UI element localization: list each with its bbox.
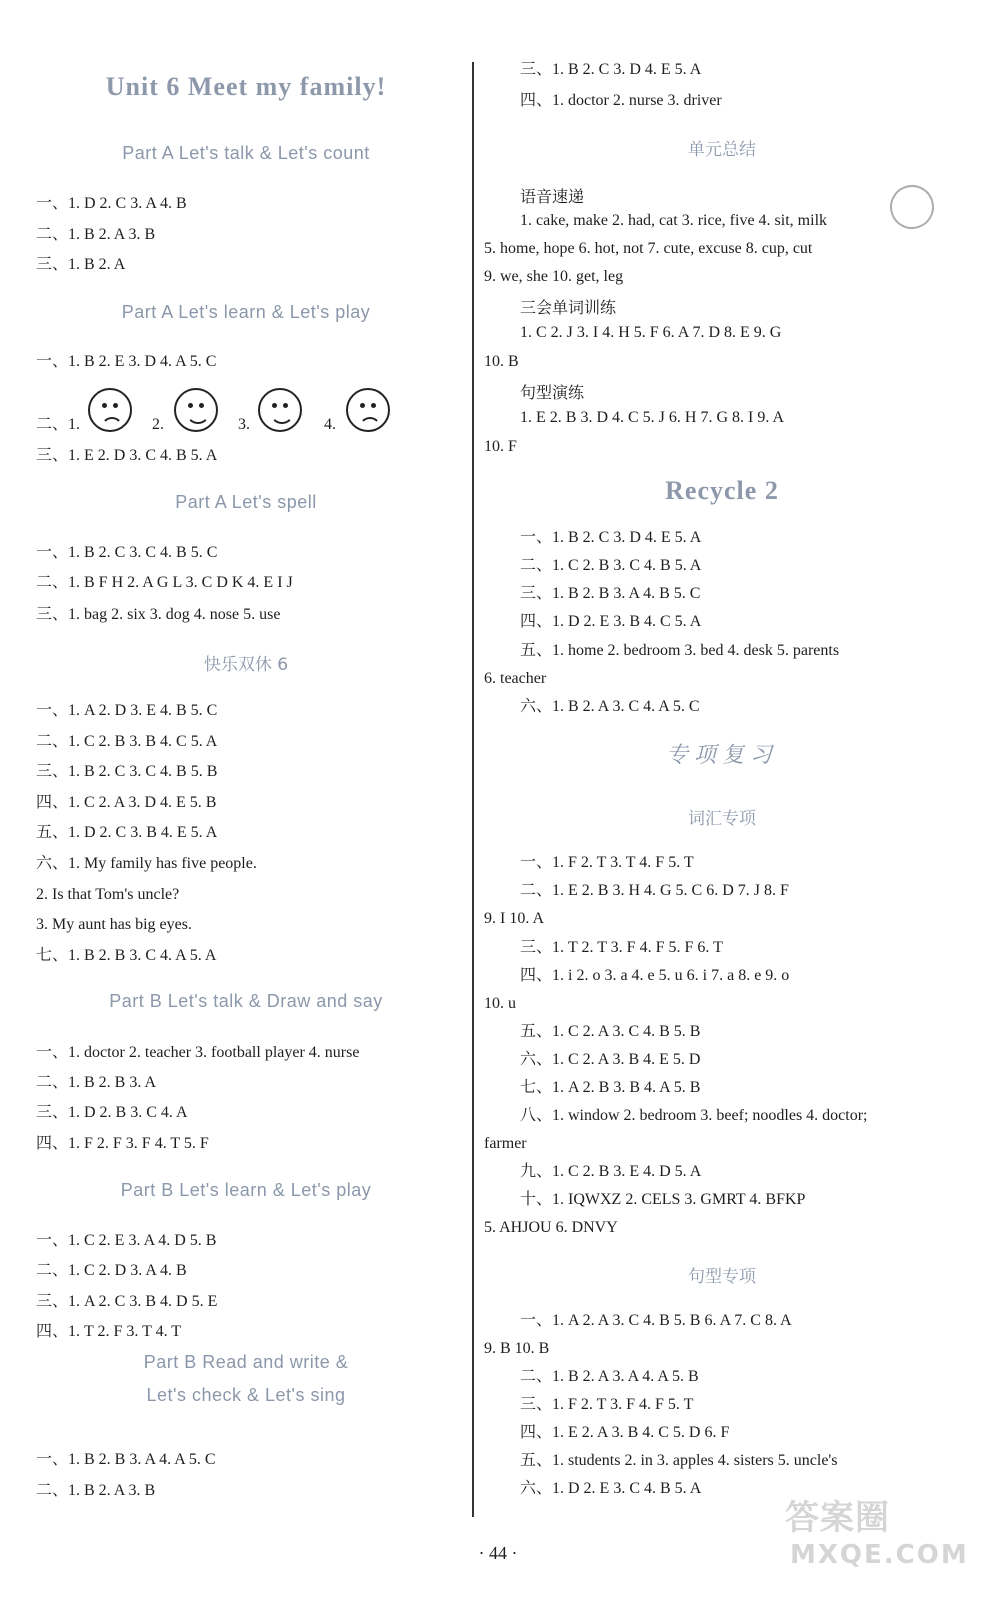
answer-line: 三、1. E 2. D 3. C 4. B 5. A — [36, 447, 218, 464]
answer-line: 六、1. My family has five people. — [36, 855, 257, 872]
watermark-logo: 答案圈 — [785, 1498, 890, 1538]
answer-line: 六、1. D 2. E 3. C 4. B 5. A — [520, 1480, 702, 1497]
face-label: 3. — [238, 416, 250, 433]
answer-line: 八、1. window 2. bedroom 3. beef; noodles 4. doctor; — [520, 1107, 868, 1124]
answer-line: 五、1. home 2. bedroom 3. bed 4. desk 5. parents — [520, 642, 840, 659]
answer-line: 十、1. IQWXZ 2. CELS 3. GMRT 4. BFKP — [520, 1191, 806, 1208]
answer-line: 5. home, hope 6. hot, not 7. cute, excuse 8. cup, cut — [484, 240, 813, 257]
face-label: 4. — [324, 416, 336, 433]
answer-line: 10. F — [484, 438, 517, 455]
answer-line: 四、1. i 2. o 3. a 4. e 5. u 6. i 7. a 8. e 9. o — [520, 967, 790, 984]
answer-line: 三、1. D 2. B 3. C 4. A — [36, 1104, 188, 1121]
answer-line: 三、1. F 2. T 3. F 4. F 5. T — [520, 1396, 694, 1413]
answer-line: 二、1. C 2. D 3. A 4. B — [36, 1262, 187, 1279]
answer-line: 二、1. B 2. A 3. B — [36, 226, 156, 243]
answer-line: 一、1. B 2. E 3. D 4. A 5. C — [36, 353, 217, 370]
answer-line: 二、1. B F H 2. A G L 3. C D K 4. E I J — [36, 574, 293, 591]
answer-line: 九、1. C 2. B 3. E 4. D 5. A — [520, 1163, 702, 1180]
answer-line: 9. we, she 10. get, leg — [484, 268, 624, 285]
answer-line: farmer — [484, 1135, 527, 1152]
answer-line: 四、1. T 2. F 3. T 4. T — [36, 1323, 182, 1340]
stamp-mark-icon — [884, 179, 940, 235]
unit-title: Unit 6 Meet my family! — [105, 72, 387, 101]
answer-line: 二、1. B 2. A 3. B — [36, 1482, 156, 1499]
answer-line: 10. B — [484, 353, 519, 370]
answer-line: 二、1. C 2. B 3. B 4. C 5. A — [36, 733, 218, 750]
answer-line: 二、1. C 2. B 3. C 4. B 5. A — [520, 557, 702, 574]
answer-line: 6. teacher — [484, 670, 547, 687]
face-label: 二、1. — [36, 416, 81, 433]
answer-line: 一、1. D 2. C 3. A 4. B — [36, 195, 187, 212]
answer-line: 七、1. B 2. B 3. C 4. A 5. A — [36, 947, 217, 964]
answer-line: 三、1. B 2. C 3. C 4. B 5. B — [36, 763, 218, 780]
section-title: Recycle 2 — [665, 476, 779, 505]
answer-line: 一、1. F 2. T 3. T 4. F 5. T — [520, 854, 694, 871]
sub-heading: 三会单词训练 — [520, 298, 617, 317]
section-title: 句型专项 — [688, 1267, 756, 1287]
answer-line: 一、1. B 2. B 3. A 4. A 5. C — [36, 1451, 216, 1468]
answer-line: 3. My aunt has big eyes. — [36, 916, 192, 933]
answer-line: 二、1. E 2. B 3. H 4. G 5. C 6. D 7. J 8. F — [520, 882, 789, 899]
answer-line: 三、1. T 2. T 3. F 4. F 5. F 6. T — [520, 939, 723, 956]
sad-face-icon — [88, 388, 132, 432]
answer-line: 1. cake, make 2. had, cat 3. rice, five 4. sit, milk — [520, 212, 828, 229]
happy-face-icon — [258, 388, 302, 432]
answer-line: 一、1. B 2. C 3. D 4. E 5. A — [520, 529, 702, 546]
page-number: · 44 · — [478, 1543, 518, 1563]
sub-heading: 语音速递 — [520, 187, 585, 206]
answer-line: 五、1. C 2. A 3. C 4. B 5. B — [520, 1023, 701, 1040]
answer-line: 一、1. C 2. E 3. A 4. D 5. B — [36, 1232, 217, 1249]
watermark-url: MXQE.COM — [790, 1540, 969, 1570]
answer-line: 五、1. D 2. C 3. B 4. E 5. A — [36, 824, 218, 841]
answer-line: 二、1. B 2. A 3. A 4. A 5. B — [520, 1368, 699, 1385]
answer-line: 一、1. B 2. C 3. C 4. B 5. C — [36, 544, 218, 561]
section-title: Part B Read and write & — [143, 1352, 349, 1372]
column-divider — [472, 62, 474, 1517]
answer-line: 四、1. D 2. E 3. B 4. C 5. A — [520, 613, 702, 630]
section-title: Part B Let's learn & Let's play — [120, 1180, 372, 1200]
answer-line: 9. B 10. B — [484, 1340, 550, 1357]
answer-line: 四、1. F 2. F 3. F 4. T 5. F — [36, 1135, 209, 1152]
section-title: 词汇专项 — [688, 809, 756, 829]
answer-line: 五、1. students 2. in 3. apples 4. sisters 5. uncle's — [520, 1452, 838, 1469]
answer-line: 四、1. E 2. A 3. B 4. C 5. D 6. F — [520, 1424, 730, 1441]
answer-line: 三、1. B 2. B 3. A 4. B 5. C — [520, 585, 701, 602]
face-answer-row — [36, 388, 456, 438]
answer-line: 一、1. doctor 2. teacher 3. football player 4. nurse — [36, 1044, 360, 1061]
section-title: 专项复习 — [665, 743, 778, 768]
section-title: Part A Let's learn & Let's play — [121, 302, 371, 322]
answer-line: 三、1. B 2. C 3. D 4. E 5. A — [520, 61, 702, 78]
section-title: Let's check & Let's sing — [146, 1385, 346, 1405]
answer-line: 10. u — [484, 995, 516, 1012]
answer-line: 9. I 10. A — [484, 910, 544, 927]
answer-line: 六、1. B 2. A 3. C 4. A 5. C — [520, 698, 700, 715]
answer-line: 一、1. A 2. A 3. C 4. B 5. B 6. A 7. C 8. A — [520, 1312, 792, 1329]
answer-line: 四、1. doctor 2. nurse 3. driver — [520, 92, 722, 109]
answer-line: 四、1. C 2. A 3. D 4. E 5. B — [36, 794, 217, 811]
answer-line: 七、1. A 2. B 3. B 4. A 5. B — [520, 1079, 701, 1096]
sub-heading: 句型演练 — [520, 383, 585, 402]
sad-face-icon — [346, 388, 390, 432]
section-title: Part A Let's spell — [175, 492, 317, 512]
answer-line: 三、1. A 2. C 3. B 4. D 5. E — [36, 1293, 218, 1310]
answer-line: 1. E 2. B 3. D 4. C 5. J 6. H 7. G 8. I 9. A — [520, 409, 785, 426]
happy-face-icon — [174, 388, 218, 432]
answer-line: 一、1. A 2. D 3. E 4. B 5. C — [36, 702, 218, 719]
answer-line: 5. AHJOU 6. DNVY — [484, 1219, 618, 1236]
answer-line: 六、1. C 2. A 3. B 4. E 5. D — [520, 1051, 701, 1068]
section-title: Part B Let's talk & Draw and say — [109, 991, 383, 1011]
answer-line: 三、1. bag 2. six 3. dog 4. nose 5. use — [36, 606, 281, 623]
section-title: Part A Let's talk & Let's count — [122, 143, 370, 163]
section-title: 快乐双休 6 — [203, 655, 289, 675]
section-title: 单元总结 — [688, 140, 756, 160]
answer-line: 1. C 2. J 3. I 4. H 5. F 6. A 7. D 8. E 9. G — [520, 324, 782, 341]
answer-line: 二、1. B 2. B 3. A — [36, 1074, 157, 1091]
answer-line: 三、1. B 2. A — [36, 256, 126, 273]
face-label: 2. — [152, 416, 164, 433]
answer-line: 2. Is that Tom's uncle? — [36, 886, 180, 903]
